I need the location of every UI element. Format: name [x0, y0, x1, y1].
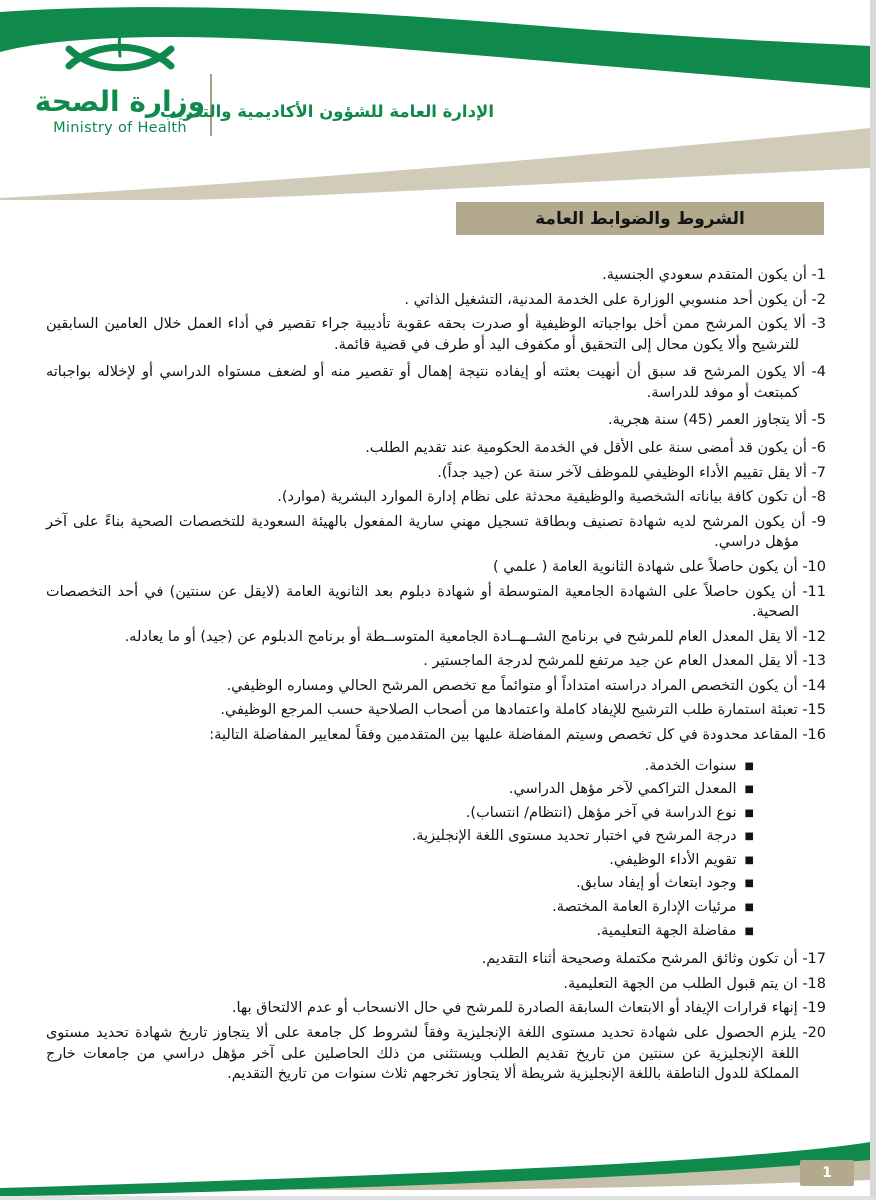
document-body: [46, 265, 826, 1085]
list-item: [46, 487, 826, 508]
item-number: 11-: [802, 583, 826, 600]
list-item: [46, 651, 826, 672]
item-text: ألا يقل تقييم الأداء الوظيفي للموظف لآخر سنة عن (جيد جداً).: [437, 464, 807, 481]
bullet-item: [46, 921, 754, 942]
item-text: أن تكون وثائق المرشح مكتملة وصحيحة أثناء التقديم.: [481, 951, 798, 968]
list-item: [46, 290, 826, 311]
item-number: 1-: [811, 267, 826, 283]
list-item: [46, 314, 826, 355]
bullet-text: نوع الدراسة في آخر مؤهل (انتظام/ انتساب).: [465, 804, 737, 821]
list-item: [46, 949, 826, 970]
item-number: 18-: [802, 975, 826, 992]
item-number: 20-: [802, 1024, 827, 1041]
item-number: 16-: [802, 726, 826, 743]
item-text: أن يكون المرشح لديه شهادة تصنيف وبطاقة تسجيل مهني سارية المفعول بالهيئة السعودية للتخصصات الصحية بناءً على آخر مؤهل دراسي.: [46, 513, 806, 551]
list-item: [46, 582, 826, 623]
item-number: 2-: [811, 291, 826, 308]
list-item: [46, 725, 826, 746]
list-item: [46, 512, 826, 553]
item-text: أن يكون حاصلاً على الشهادة الجامعية المتوسطة أو شهادة دبلوم بعد الثانوية العامة (لايقل عن سنتين) في أحد التخصصات الصحية.: [46, 583, 799, 621]
square-bullet-icon: ■: [744, 807, 754, 819]
item-text: ألا يكون المرشح ممن أخل بواجباته الوظيفية أو صدرت بحقه عقوبة تأديبية جراء تقصير في أداء العمل خلال العامين السابقين للترشيح وألا يكون محال إلى التحقيق أو مكفوف اليد أو طرف في قضية قائمة.: [46, 316, 806, 353]
list-item: [46, 265, 826, 286]
item-number: 6-: [811, 440, 826, 457]
list-item: [46, 557, 826, 578]
square-bullet-icon: ■: [744, 784, 754, 796]
item-number: 13-: [802, 653, 826, 670]
item-number: 12-: [802, 628, 826, 645]
list-item: [46, 676, 826, 697]
item-number: 8-: [811, 489, 826, 506]
item-text: ان يتم قبول الطلب من الجهة التعليمية.: [563, 975, 798, 992]
bullet-item: [46, 756, 754, 777]
item-number: 4-: [811, 364, 826, 381]
list-item: [46, 410, 826, 431]
item-text: ألا يكون المرشح قد سبق أن أنهيت بعثته أو إيفاده نتيجة إهمال أو تقصير منه أو لضعف مستواه الدراسي أو لإخلاله بواجباته كمبتعث أو موفد للدراسة.: [46, 364, 806, 401]
item-number: 9-: [811, 513, 826, 530]
list-item: [46, 974, 826, 995]
bullet-text: وجود ابتعاث أو إيفاد سابق.: [576, 875, 737, 892]
list-item: [46, 463, 826, 484]
item-text: المقاعد محدودة في كل تخصص وسيتم المفاضلة عليها بين المتقدمين وفقاً لمعايير المفاضلة التالية:: [209, 726, 798, 743]
square-bullet-icon: ■: [744, 760, 754, 772]
item-text: أن يكون التخصص المراد دراسته امتداداً أو متوائماً مع تخصص المرشح الحالي ومساره الوظيفي.: [226, 677, 798, 694]
item-text: ألا يقل المعدل العام للمرشح في برنامج الشــهــادة الجامعية المتوســطة أو برنامج الدبلوم عن (جيد) أو ما يعادله.: [124, 628, 798, 645]
bullet-item: [46, 803, 754, 824]
bullet-text: سنوات الخدمة.: [644, 757, 737, 774]
bullet-text: المعدل التراكمي لآخر مؤهل الدراسي.: [508, 781, 737, 798]
square-bullet-icon: ■: [744, 878, 754, 890]
header-tan-band: [0, 128, 870, 200]
bullet-item: [46, 850, 754, 871]
item-number: 15-: [802, 702, 826, 719]
bullet-item: [46, 873, 754, 894]
square-bullet-icon: ■: [744, 925, 754, 937]
moh-logo-icon: [59, 14, 181, 86]
bullet-text: مرئيات الإدارة العامة المختصة.: [552, 899, 737, 916]
department-title: الإدارة العامة للشؤون الأكاديمية والتدريب: [159, 102, 494, 121]
item-number: 5-: [811, 412, 826, 429]
item-number: 10-: [802, 558, 826, 575]
criteria-bullet-list: [46, 756, 754, 942]
section-title-box: [456, 202, 824, 235]
bullet-item: [46, 826, 754, 847]
item-number: 7-: [811, 464, 826, 481]
square-bullet-icon: ■: [744, 854, 754, 866]
bullet-text: مفاضلة الجهة التعليمية.: [596, 922, 737, 939]
item-number: 14-: [802, 677, 826, 694]
logo-english-name: Ministry of Health: [53, 120, 187, 137]
item-text: أن يكون المتقدم سعودي الجنسية.: [602, 267, 807, 283]
item-number: 19-: [802, 1000, 826, 1017]
item-text: ألا يتجاوز العمر (45) سنة هجرية.: [608, 412, 807, 429]
item-text: أن يكون أحد منسوبي الوزارة على الخدمة المدنية، التشغيل الذاتي .: [404, 291, 807, 308]
square-bullet-icon: ■: [744, 831, 754, 843]
item-text: يلزم الحصول على شهادة تحديد مستوى اللغة الإنجليزية وفقاً لشروط كل جامعة على ألا يتجاوز تاريخ شهادة تحديد مستوى اللغة الإنجليزية عن سنتين من تاريخ تقديم الطلب ويستثنى من ذلك الحاصلين على آخر مؤهل دراسي من جامعات خارج المملكة للدول الناطقة باللغة الإنجليزية شريطة ألا يتجاوز تخرجهم ثلاث سنوات من تاريخ التقديم.: [46, 1024, 799, 1083]
list-item: [46, 1023, 826, 1085]
list-item: [46, 627, 826, 648]
item-text: إنهاء قرارات الإيفاد أو الابتعاث السابقة الصادرة للمرشح في حال الانسحاب أو عدم الالتحاق بها.: [231, 1000, 798, 1017]
list-item: [46, 700, 826, 721]
item-number: 3-: [811, 316, 826, 333]
list-item: [46, 998, 826, 1019]
list-item: [46, 362, 826, 403]
section-title-text: الشروط والضوابط العامة: [535, 208, 745, 229]
item-number: 17-: [802, 951, 826, 968]
item-text: أن تكون كافة بياناته الشخصية والوظيفية محدثة على نظام إدارة الموارد البشرية (موارد).: [277, 489, 807, 506]
footer-swoosh-graphic: [0, 1126, 870, 1196]
page-number: 1: [800, 1160, 854, 1186]
item-text: أن يكون قد أمضى سنة على الأقل في الخدمة الحكومية عند تقديم الطلب.: [365, 440, 807, 457]
bullet-item: [46, 779, 754, 800]
square-bullet-icon: ■: [744, 902, 754, 914]
bullet-text: درجة المرشح في اختبار تحديد مستوى اللغة الإنجليزية.: [411, 828, 737, 845]
logo-arabic-name: وزارة الصحة: [34, 85, 206, 118]
item-text: ألا يقل المعدل العام عن جيد مرتفع للمرشح لدرجة الماجستير .: [423, 653, 798, 670]
bullet-text: تقويم الأداء الوظيفي.: [609, 851, 737, 868]
item-text: تعبئة استمارة طلب الترشيح للإيفاد كاملة واعتمادها من أصحاب الصلاحية حسب المرجع الوظيفي.: [220, 702, 798, 719]
bullet-item: [46, 897, 754, 918]
item-text: أن يكون حاصلاً على شهادة الثانوية العامة ( علمي ): [492, 558, 798, 575]
list-item: [46, 438, 826, 459]
